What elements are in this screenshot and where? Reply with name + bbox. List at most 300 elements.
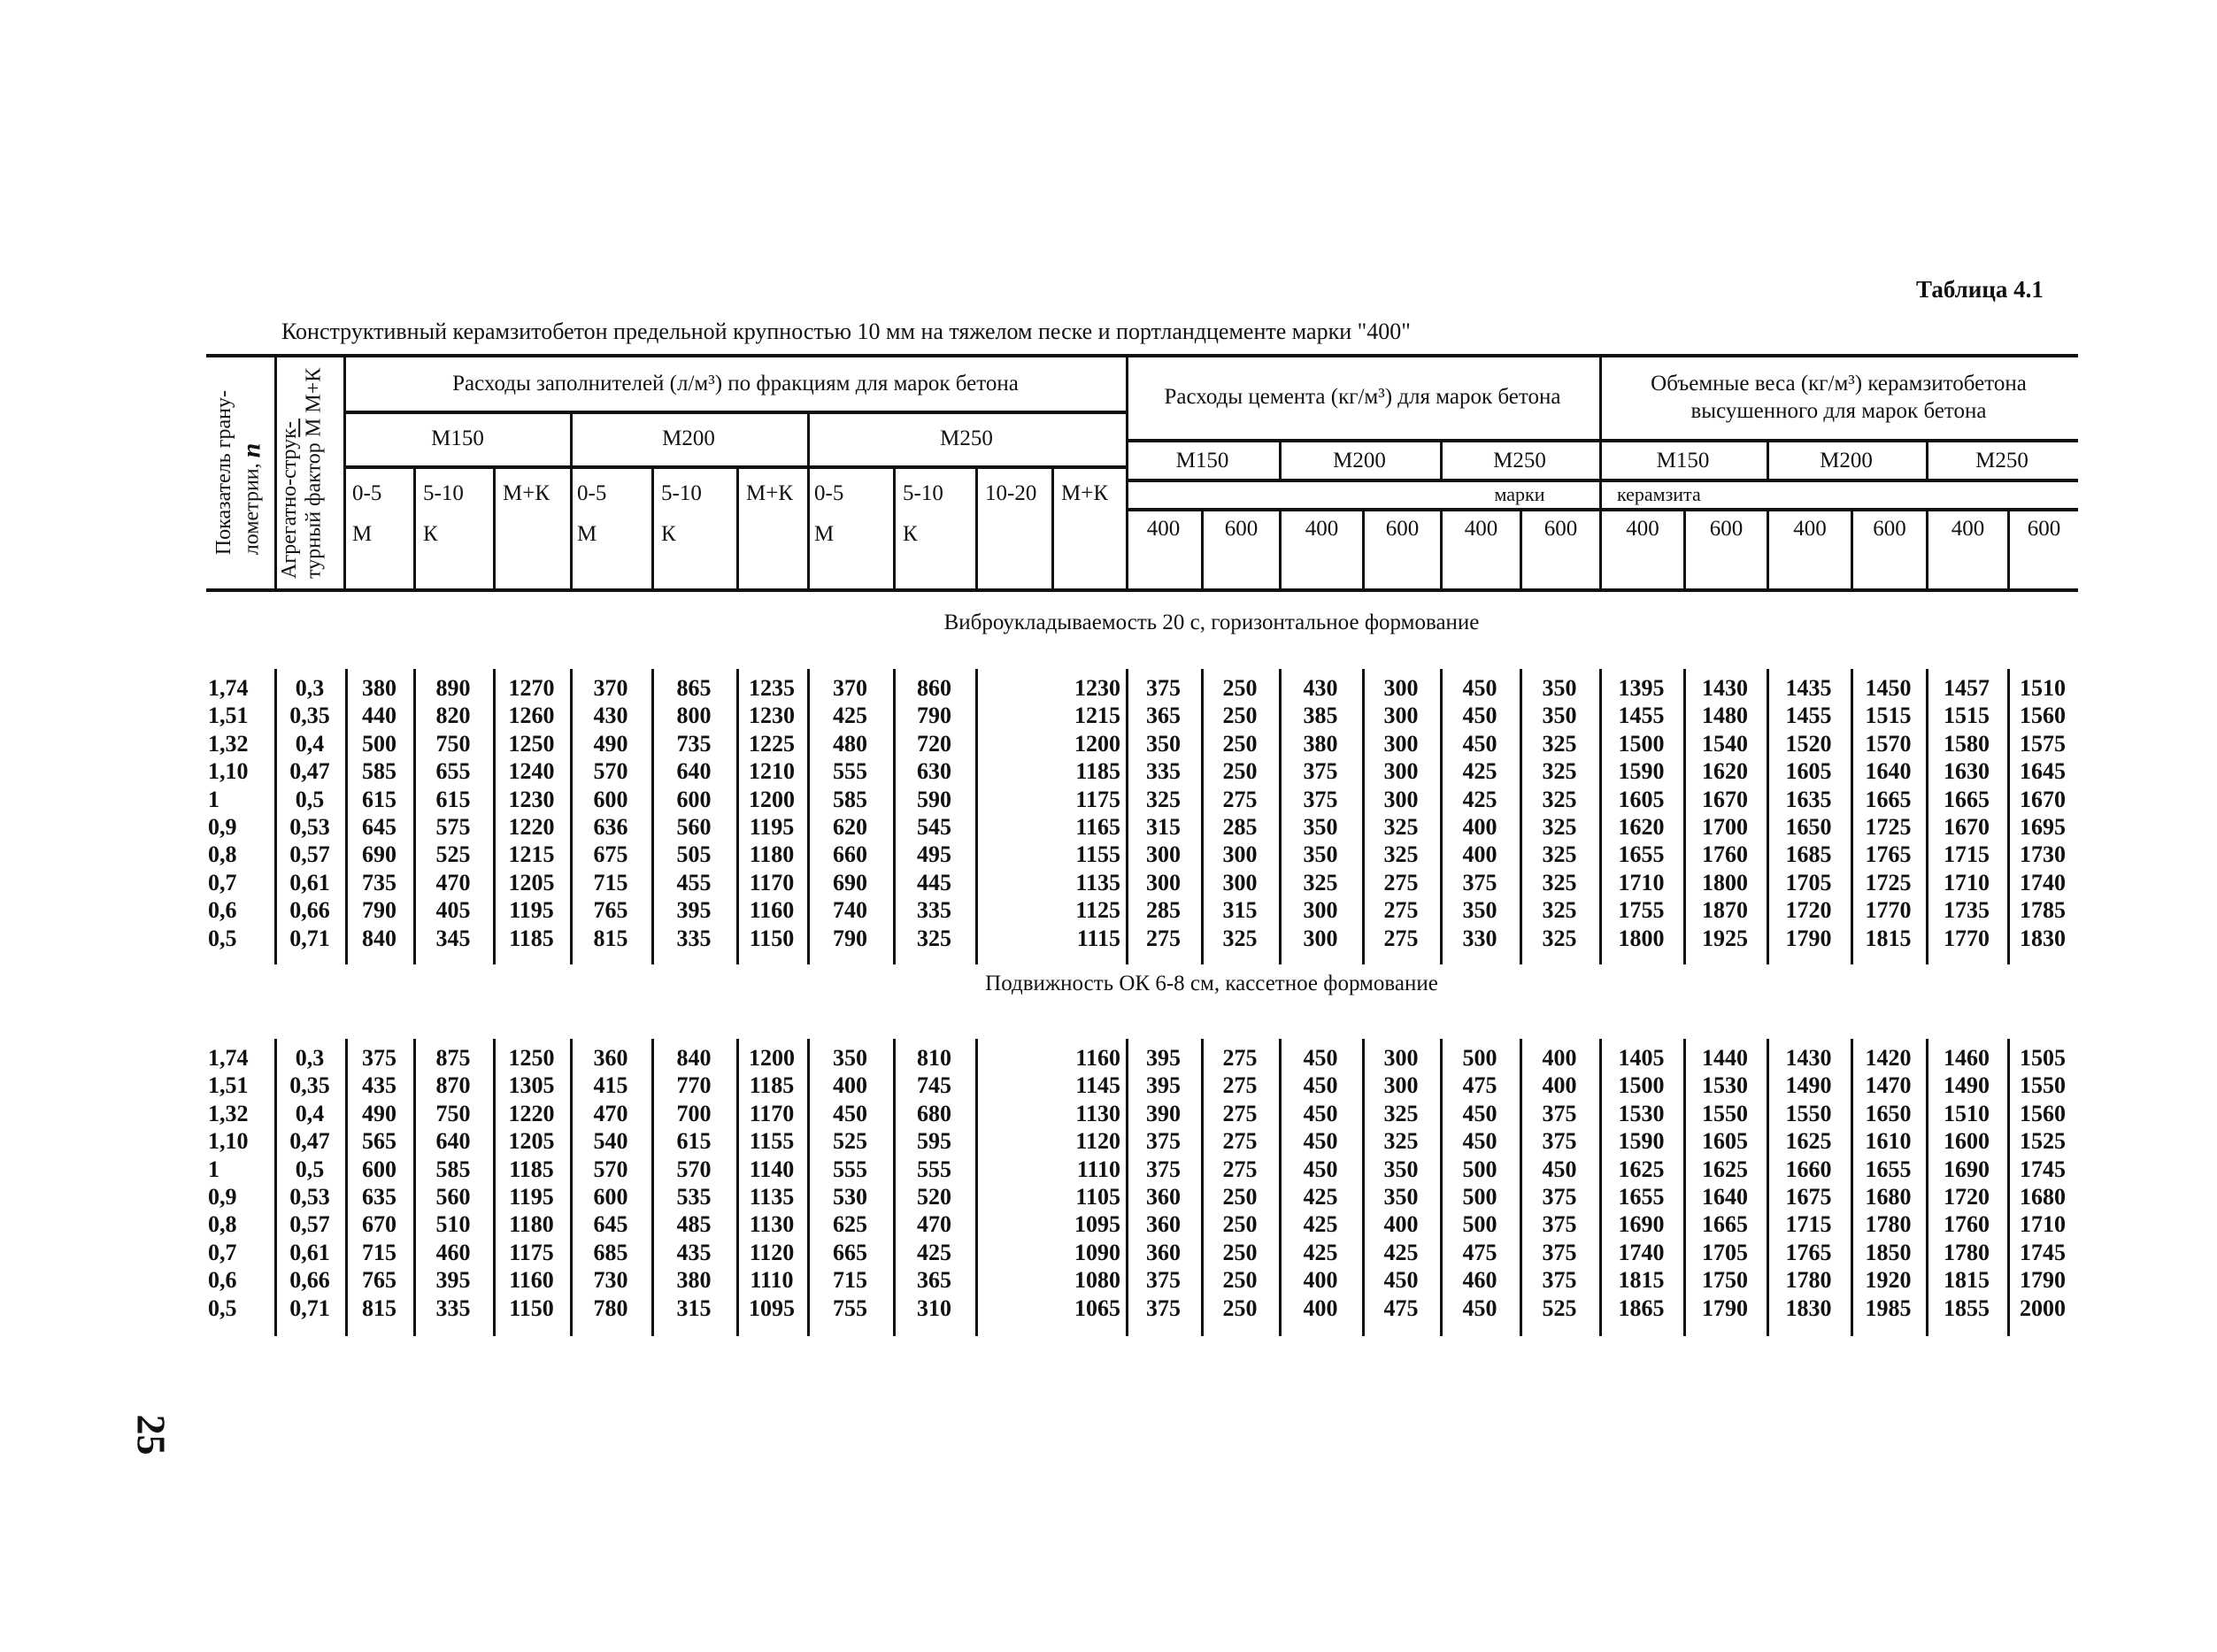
header-fraction [1051,467,1126,590]
table-cell: 275 [1222,1100,1258,1126]
table-cell: 0,61 [289,869,330,895]
table-cell: 0,7 [208,869,237,895]
table-cell: 450 [1303,1156,1338,1182]
header-aggregates-grade: М200 [662,426,715,451]
table-cell: 350 [1462,897,1497,924]
header-keramzit-grade: 400 [1279,510,1362,589]
table-cell: 1,32 [208,730,249,757]
table-cell: 1500 [1618,1072,1665,1099]
table-cell: 0,66 [289,897,330,924]
table-cell: 0,8 [208,841,237,868]
table-cell: 1630 [1944,758,1990,785]
table-cell [975,1156,1051,1183]
table-cell: 315 [1146,814,1181,840]
fraction-type: К [661,522,676,546]
table-cell: 1690 [1618,1211,1665,1238]
table-cell: 1235 [749,675,795,701]
table-cell: 1250 [508,1045,555,1071]
table-cell: 1 [208,786,219,812]
table-cell: 570 [593,758,628,785]
table-cell: 1770 [1944,925,1990,951]
table-cell: 1180 [749,841,795,868]
table-cell: 360 [593,1045,628,1071]
table-label: Таблица 4.1 [1916,276,2044,303]
table-cell: 1660 [1785,1156,1832,1182]
table-cell: 250 [1222,675,1258,701]
table-cell: 770 [676,1072,712,1099]
table-cell: 1550 [2020,1072,2066,1099]
table-cell: 325 [1542,730,1577,757]
table-cell [975,730,1051,757]
table-cell: 890 [435,675,471,701]
table-cell: 0,6 [208,1267,237,1294]
table-cell: 820 [435,703,471,729]
table-cell: 1720 [1785,897,1832,924]
table-cell: 435 [676,1239,712,1265]
table-cell: 665 [833,1239,867,1265]
header-fraction [975,467,1051,590]
table-cell: 575 [435,814,471,840]
table-cell: 375 [1462,869,1497,895]
table-cell [975,1266,1051,1294]
table-cell: 1560 [2020,1100,2066,1126]
table-cell: 360 [1146,1211,1181,1238]
table-cell: 1780 [1944,1239,1990,1265]
table-cell: 350 [1383,1184,1419,1210]
table-cell: 350 [1542,703,1577,729]
table-cell: 425 [833,703,867,729]
table-cell: 300 [1383,703,1419,729]
header-weights-grade: М150 [1656,448,1710,473]
table-cell: 1145 [1075,1072,1120,1099]
table-cell: 1830 [2020,925,2066,951]
table-cell: 1745 [2020,1239,2066,1265]
table-cell: 1590 [1618,758,1665,785]
table-cell: 1590 [1618,1128,1665,1155]
table-cell: 1695 [2020,814,2066,840]
table-cell: 1,51 [208,1072,249,1099]
table-cell: 1815 [1865,925,1912,951]
fraction-type [503,514,570,555]
table-cell: 1720 [1944,1184,1990,1210]
header-keramzit-grade: 400 [1599,510,1683,589]
table-cell: 1,10 [208,758,249,785]
table-cell: 1155 [749,1128,795,1155]
table-cell: 325 [1383,1128,1419,1155]
table-cell: 285 [1146,897,1181,924]
table-cell: 1870 [1702,897,1748,924]
table-cell: 500 [362,730,396,757]
table-cell: 1240 [508,758,555,785]
table-cell: 1550 [1702,1100,1748,1126]
table-cell: 555 [917,1156,951,1182]
table-cell: 1740 [2020,869,2066,895]
table-cell: 1480 [1702,703,1748,729]
table-cell: 1435 [1785,675,1832,701]
table-cell: 450 [833,1100,867,1126]
table-cell: 0,6 [208,897,237,924]
header-keramzit-grade: 600 [1362,510,1440,589]
table-cell: 1490 [1944,1072,1990,1099]
table-cell: 1705 [1702,1239,1748,1265]
table-row [206,1210,2078,1238]
table-cell: 750 [435,1100,471,1126]
header-cement-grade: М200 [1333,448,1386,473]
table-cell: 1800 [1618,925,1665,951]
table-cell: 1790 [1702,1295,1748,1321]
table-cell: 1700 [1702,814,1748,840]
table-cell: 460 [435,1239,471,1265]
table-cell: 300 [1383,786,1419,812]
fraction-type [1061,514,1126,555]
table-cell: 1670 [1944,814,1990,840]
table-cell: 1670 [2020,786,2066,812]
header-af-num: М [299,418,326,436]
table-cell: 1090 [1074,1239,1120,1265]
header-granulometry-symbol: n [237,443,267,458]
table-cell: 680 [917,1100,951,1126]
table-cell: 375 [1146,1267,1181,1294]
table-cell: 1580 [1944,730,1990,757]
table-cell: 2000 [2020,1295,2066,1321]
table-cell: 375 [1146,675,1181,701]
table-cell: 400 [1542,1045,1577,1071]
fraction-type: М [814,522,835,546]
table-cell: 300 [1383,1072,1419,1099]
fraction-range: М+К [503,481,550,505]
table-cell: 1560 [2020,703,2066,729]
fraction-type [746,514,807,555]
table-cell: 315 [1222,897,1258,924]
table-cell: 715 [362,1239,396,1265]
table-cell: 1715 [1785,1211,1832,1238]
table-cell: 1650 [1865,1100,1912,1126]
fraction-range: М+К [1061,481,1109,505]
table-cell: 300 [1383,1045,1419,1071]
table-cell: 1680 [2020,1184,2066,1210]
table-row [206,1044,2078,1072]
table-cell: 1815 [1944,1267,1990,1294]
table-cell: 600 [593,786,628,812]
table-cell [975,1100,1051,1127]
table-cell: 1745 [2020,1156,2066,1182]
fraction-range: 0-5 [352,481,382,505]
table-cell: 300 [1303,925,1338,951]
table-cell: 375 [1542,1211,1577,1238]
table-cell: 500 [1462,1156,1497,1182]
table-cell: 1550 [1785,1100,1832,1126]
table-cell: 630 [917,758,951,785]
header-keramzit-grade: 400 [1440,510,1520,589]
table-cell: 1815 [1618,1267,1665,1294]
table-cell: 0,66 [289,1267,330,1294]
table-cell: 1230 [1074,675,1120,701]
table-cell: 285 [1222,814,1258,840]
table-cell: 1260 [508,703,555,729]
table-cell: 750 [435,730,471,757]
fraction-type: К [423,522,438,546]
table-cell: 400 [1303,1267,1338,1294]
table-cell: 790 [833,925,867,951]
table-cell: 400 [1542,1072,1577,1099]
header-fraction [807,473,893,555]
table-cell: 555 [833,758,867,785]
table-cell: 1455 [1618,703,1665,729]
table-cell: 1705 [1785,869,1832,895]
table-cell [975,1044,1051,1072]
table-cell: 1665 [1865,786,1912,812]
table-cell: 450 [1462,703,1497,729]
table-cell: 1180 [509,1211,554,1238]
table-cell: 375 [1542,1239,1577,1265]
table-cell: 1500 [1618,730,1665,757]
table-cell: 440 [362,703,396,729]
table-cell: 400 [833,1072,867,1099]
table-cell: 365 [1146,703,1181,729]
table-cell: 0,61 [289,1239,330,1265]
table-cell: 470 [435,869,471,895]
table-row [206,1156,2078,1183]
table-cell: 425 [1462,758,1497,785]
table-cell: 1,32 [208,1100,249,1126]
table-cell: 1115 [1076,925,1120,951]
table-cell: 250 [1222,1239,1258,1265]
table-cell: 0,57 [289,841,330,868]
table-cell: 250 [1222,730,1258,757]
table-cell: 375 [1542,1128,1577,1155]
table-cell: 1460 [1944,1045,1990,1071]
table-cell: 325 [1542,869,1577,895]
table-cell: 1160 [509,1267,554,1294]
table-cell: 505 [676,841,712,868]
table-cell: 350 [1383,1156,1419,1182]
table-cell: 1405 [1618,1045,1665,1071]
table-cell: 475 [1383,1295,1419,1321]
table-cell: 735 [676,730,712,757]
table-cell: 415 [593,1072,628,1099]
table-cell: 530 [833,1184,867,1210]
table-cell: 1750 [1702,1267,1748,1294]
table-cell: 1170 [749,869,795,895]
table-cell: 1505 [2020,1045,2066,1071]
header-fraction [570,473,651,555]
table-cell [975,1072,1051,1099]
table-cell: 800 [676,703,712,729]
header-granulometry [206,356,274,590]
table-cell: 1470 [1865,1072,1912,1099]
table-cell: 250 [1222,1184,1258,1210]
table-cell [975,896,1051,924]
table-cell: 385 [1303,703,1338,729]
table-cell: 455 [676,869,712,895]
table-cell: 1,74 [208,675,249,701]
table-cell: 1710 [2020,1211,2066,1238]
table-cell: 1600 [1944,1128,1990,1155]
table-cell: 1710 [1618,869,1665,895]
table-cell: 425 [1303,1184,1338,1210]
table-cell: 250 [1222,1295,1258,1321]
table-cell: 1215 [1074,703,1120,729]
table-cell: 1645 [2020,758,2066,785]
table-cell: 1740 [1618,1239,1665,1265]
table-cell: 350 [1303,814,1338,840]
table-cell: 1790 [1785,925,1832,951]
table-cell: 325 [1542,897,1577,924]
table-cell: 1,51 [208,703,249,729]
table-cell: 345 [435,925,471,951]
table-cell: 450 [1462,1128,1497,1155]
table-cell: 450 [1303,1072,1338,1099]
table-cell: 790 [917,703,951,729]
table-cell: 840 [676,1045,712,1071]
table-cell: 1515 [1865,703,1912,729]
table-cell: 1305 [508,1072,555,1099]
table-cell: 740 [833,897,867,924]
table-cell: 1140 [749,1156,795,1182]
table-cell: 300 [1222,869,1258,895]
table-cell: 1155 [1075,841,1120,868]
table-cell: 275 [1383,897,1419,924]
table-cell: 325 [1222,925,1258,951]
table-cell: 325 [1542,925,1577,951]
table-cell: 460 [1462,1267,1497,1294]
fraction-type [985,514,1051,555]
table-cell: 1520 [1785,730,1832,757]
table-cell: 1185 [509,1156,554,1182]
table-cell: 1690 [1944,1156,1990,1182]
header-af-line2: турный фактор [302,442,326,579]
table-cell: 1135 [749,1184,795,1210]
table-cell: 640 [435,1128,471,1155]
table-cell: 350 [1303,841,1338,868]
table-cell: 525 [833,1128,867,1155]
table-cell: 655 [435,758,471,785]
table-cell: 1490 [1785,1072,1832,1099]
table-row [206,786,2078,813]
header-cement-grade: М150 [1175,448,1229,473]
table-cell: 535 [676,1184,712,1210]
table-cell: 0,53 [289,1184,330,1210]
table-cell: 700 [676,1100,712,1126]
table-cell: 1270 [508,675,555,701]
table-cell: 1525 [2020,1128,2066,1155]
table-row [206,896,2078,924]
table-cell: 1065 [1074,1295,1120,1321]
table-cell: 1225 [749,730,795,757]
table-cell: 1,10 [208,1128,249,1155]
table-cell: 275 [1222,1045,1258,1071]
table-cell: 1680 [1865,1184,1912,1210]
table-cell: 375 [1542,1184,1577,1210]
table-cell: 545 [917,814,951,840]
header-keramzit-grade: 400 [1926,510,2007,589]
table-cell: 1450 [1865,675,1912,701]
table-cell: 325 [1383,841,1419,868]
table-cell: 360 [1146,1239,1181,1265]
table-cell: 275 [1222,1072,1258,1099]
table-cell: 1515 [1944,703,1990,729]
table-cell: 1210 [749,758,795,785]
table-cell: 1640 [1702,1184,1748,1210]
table-cell: 675 [593,841,628,868]
table-cell: 1605 [1785,758,1832,785]
table-cell: 585 [362,758,396,785]
table-cell [975,1127,1051,1155]
header-fraction [345,473,413,555]
table-cell: 1095 [1074,1211,1120,1238]
table-cell: 1665 [1944,786,1990,812]
table-row [206,1266,2078,1294]
table-cell: 570 [593,1156,628,1182]
table-cell: 1625 [1785,1128,1832,1155]
table-cell: 0,5 [208,925,237,951]
table-row [206,674,2078,702]
header-weights-grade: М200 [1820,448,1873,473]
table-cell: 840 [362,925,396,951]
table-cell [975,1239,1051,1266]
table-cell: 1725 [1865,814,1912,840]
table-row [206,730,2078,757]
header-weights-title: Объемные веса (кг/м³) керамзитобетона высушенного для марок бетона [1651,371,2027,423]
table-cell: 1440 [1702,1045,1748,1071]
table-cell: 1165 [1075,814,1120,840]
fraction-range: 0-5 [577,481,607,505]
page-number: 25 [128,1414,174,1456]
table-cell: 300 [1222,841,1258,868]
table-cell: 375 [1146,1295,1181,1321]
table-cell: 325 [1542,758,1577,785]
table-cell: 1620 [1702,758,1748,785]
table-cell: 0,4 [295,730,325,757]
table-cell: 1540 [1702,730,1748,757]
table-cell: 380 [362,675,396,701]
header-keramzit-grade: 600 [1201,510,1279,589]
header-keramzit-grade: 600 [2007,510,2078,589]
fraction-range: 10-20 [985,481,1037,505]
table-cell: 1665 [1702,1211,1748,1238]
table-cell: 1120 [1075,1128,1120,1155]
table-cell: 1200 [749,1045,795,1071]
fraction-range: 5-10 [423,481,464,505]
header-keramzit-grade: 600 [1851,510,1926,589]
table-cell: 1725 [1865,869,1912,895]
table-cell: 670 [362,1211,396,1238]
table-cell: 325 [1542,814,1577,840]
table-cell: 540 [593,1128,628,1155]
table-cell: 1575 [2020,730,2066,757]
table-cell: 765 [362,1267,396,1294]
table-cell: 275 [1146,925,1181,951]
table-cell: 1230 [749,703,795,729]
table-row [206,869,2078,896]
fraction-range: 5-10 [661,481,702,505]
fraction-range: 0-5 [814,481,844,505]
table-cell: 425 [1462,786,1497,812]
table-cell [975,1295,1051,1322]
table-cell: 690 [833,869,867,895]
table-cell: 1650 [1785,814,1832,840]
table-cell: 1985 [1865,1295,1912,1321]
table-cell: 510 [435,1211,471,1238]
table-row [206,1295,2078,1322]
table-cell: 325 [1542,786,1577,812]
table-cell [975,925,1051,952]
table-cell: 1110 [750,1267,794,1294]
table-cell: 400 [1462,814,1497,840]
table-cell: 1625 [1702,1156,1748,1182]
table-cell: 1 [208,1156,219,1182]
table-cell: 480 [833,730,867,757]
